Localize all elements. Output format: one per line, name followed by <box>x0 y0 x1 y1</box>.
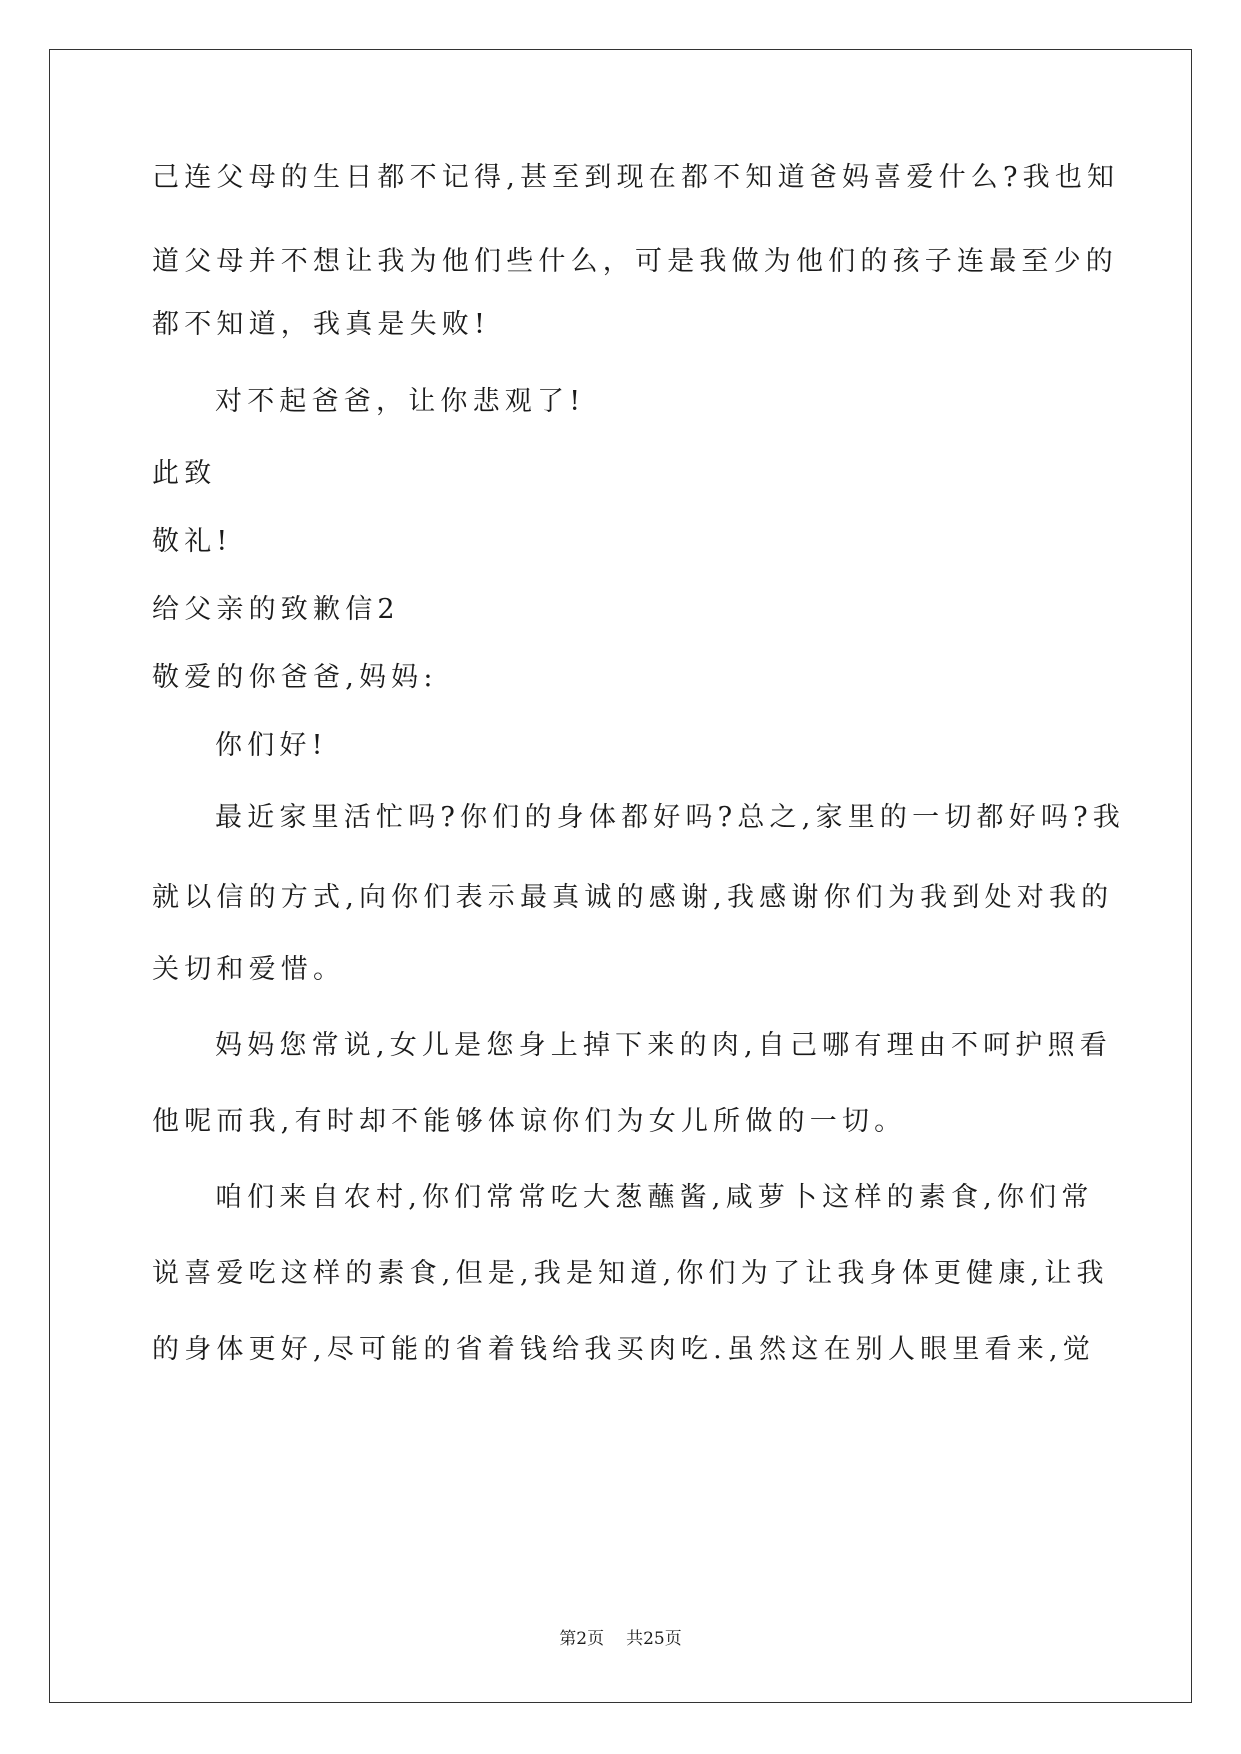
page-border <box>49 49 1192 1703</box>
closing-regards: 敬礼! <box>152 526 233 557</box>
text-line: 你们好! <box>215 730 328 761</box>
text-line: 说喜爱吃这样的素食,但是,我是知道,你们为了让我身体更健康,让我 <box>152 1258 1109 1289</box>
text-line: 最近家里活忙吗?你们的身体都好吗?总之,家里的一切都好吗?我 <box>215 802 1126 833</box>
page-footer <box>0 1624 1241 1649</box>
text-line: 的身体更好,尽可能的省着钱给我买肉吃.虽然这在别人眼里看来,觉 <box>152 1334 1095 1365</box>
text-line: 都不知道，我真是失败! <box>152 309 491 340</box>
text-line: 己连父母的生日都不记得,甚至到现在都不知道爸妈喜爱什么?我也知 <box>152 162 1120 193</box>
text-line: 就以信的方式,向你们表示最真诚的感谢,我感谢你们为我到处对我的 <box>152 882 1114 913</box>
total-pages: 共25页 <box>626 1629 682 1649</box>
text-line: 道父母并不想让我为他们些什么，可是我做为他们的孩子连最至少的 <box>152 246 1118 277</box>
closing-salutation: 此致 <box>152 458 217 489</box>
letter-title: 给父亲的致歉信2 <box>152 594 400 625</box>
text-line: 关切和爱惜。 <box>152 954 346 985</box>
text-line: 妈妈您常说,女儿是您身上掉下来的肉,自己哪有理由不呵护照看 <box>215 1030 1112 1061</box>
text-line: 他呢而我,有时却不能够体谅你们为女儿所做的一切。 <box>152 1106 907 1137</box>
page-number: 第2页 <box>559 1629 605 1649</box>
text-line: 对不起爸爸，让你悲观了! <box>215 386 586 417</box>
greeting: 敬爱的你爸爸,妈妈: <box>152 662 438 693</box>
text-line: 咱们来自农村,你们常常吃大葱蘸酱,咸萝卜这样的素食,你们常 <box>215 1182 1094 1213</box>
